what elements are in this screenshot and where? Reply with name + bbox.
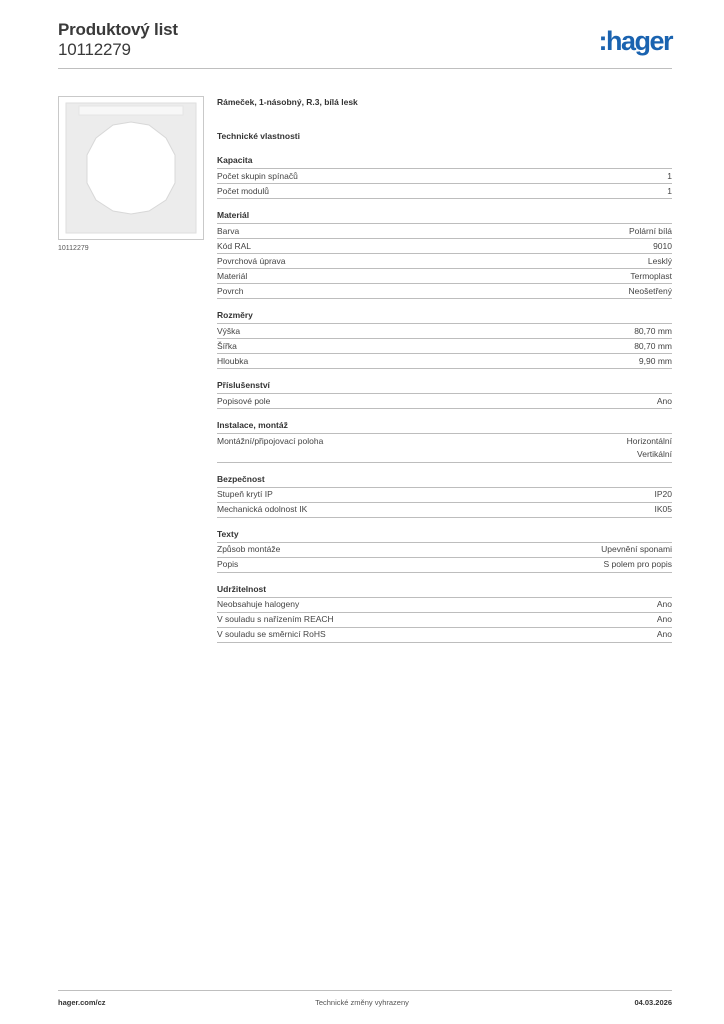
product-name: Rámeček, 1-násobný, R.3, bílá lesk [217, 97, 358, 107]
property-row [217, 543, 672, 558]
property-label: V souladu se směrnicí RoHS [217, 629, 326, 639]
property-value [601, 543, 672, 557]
property-value-line: 9,90 mm [638, 355, 672, 366]
property-value [639, 355, 672, 369]
property-label: Kód RAL [217, 240, 252, 251]
property-row [217, 488, 672, 503]
property-group [217, 309, 672, 369]
property-row [217, 558, 672, 573]
property-value-line: Termoplast [630, 270, 672, 281]
property-group [217, 583, 672, 643]
property-label: Barva [217, 225, 240, 236]
product-details [217, 96, 672, 643]
property-label: Počet skupin spínačů [217, 170, 298, 181]
property-label: Popis [217, 559, 239, 569]
property-value [667, 170, 672, 184]
property-value [657, 395, 672, 409]
property-group [217, 473, 672, 518]
property-group [217, 209, 672, 299]
property-value-line: 1 [667, 170, 672, 181]
group-title: Rozměry [217, 309, 672, 324]
property-value [630, 270, 672, 284]
product-number: 10112279 [58, 40, 131, 59]
property-groups [217, 154, 672, 643]
property-value-line: Horizontální [626, 435, 672, 446]
property-group [217, 379, 672, 409]
property-value [603, 558, 672, 572]
property-row [217, 434, 672, 463]
property-value-line: Ano [656, 599, 672, 609]
property-row [217, 184, 672, 199]
property-row [217, 284, 672, 299]
section-title: Technické vlastnosti [217, 131, 300, 141]
property-row [217, 239, 672, 254]
property-value [655, 503, 673, 517]
property-label: Stupeň krytí IP [217, 489, 273, 499]
page-header [58, 20, 672, 60]
property-value-line: Vertikální [637, 449, 672, 459]
property-row [217, 394, 672, 409]
property-row [217, 339, 672, 354]
footer-website-link[interactable]: hager.com/cz [58, 998, 106, 1007]
group-title: Instalace, montáž [217, 419, 672, 434]
property-value-line: 80,70 mm [634, 340, 672, 351]
property-value-line: IP20 [654, 489, 672, 499]
property-value [653, 240, 672, 254]
header-divider [58, 68, 672, 69]
group-title: Příslušenství [217, 379, 672, 394]
property-value [629, 225, 672, 239]
property-label: Povrch [217, 285, 244, 296]
property-label: Povrchová úprava [217, 255, 286, 266]
property-value [667, 185, 672, 199]
property-row [217, 324, 672, 339]
property-label: Mechanická odolnost IK [217, 504, 308, 514]
property-value [629, 285, 672, 299]
group-title: Materiál [217, 209, 672, 224]
property-label: Materiál [217, 270, 248, 281]
property-value [655, 488, 673, 502]
hager-logo: :hager [598, 26, 672, 56]
property-label: Počet modulů [217, 185, 269, 196]
property-row [217, 613, 672, 628]
property-value-line: Ano [656, 395, 672, 406]
property-value [648, 255, 672, 269]
property-value [634, 340, 672, 354]
footer-divider [58, 990, 672, 991]
footer-note: Technické změny vyhrazeny [315, 998, 409, 1007]
group-title: Kapacita [217, 154, 672, 169]
property-group [217, 154, 672, 199]
property-group [217, 419, 672, 463]
property-row [217, 254, 672, 269]
property-label: Hloubka [217, 355, 249, 366]
image-caption: 10112279 [58, 245, 89, 252]
property-value [657, 613, 672, 627]
group-title: Texty [217, 528, 672, 543]
property-value-line: Neošetřený [628, 285, 672, 296]
property-value-line: 80,70 mm [634, 325, 672, 336]
property-label: Šířka [217, 340, 237, 351]
property-label: Neobsahuje halogeny [217, 599, 300, 609]
property-label: Popisové pole [217, 395, 271, 406]
footer-date: 04.03.2026 [634, 998, 672, 1007]
property-value-line: Lesklý [647, 255, 672, 266]
property-value-line: IK05 [654, 504, 672, 514]
property-row [217, 503, 672, 518]
property-group [217, 528, 672, 573]
property-value [657, 598, 672, 612]
property-value-line: Upevnění sponami [601, 544, 672, 554]
property-value-line: Ano [656, 614, 672, 624]
property-label: V souladu s nařízením REACH [217, 614, 334, 624]
group-title: Udržitelnost [217, 583, 672, 598]
property-value [657, 628, 672, 642]
property-value [634, 325, 672, 339]
page-title: Produktový list [58, 20, 178, 39]
property-value-line: S polem pro popis [603, 559, 672, 569]
property-row [217, 628, 672, 643]
group-title: Bezpečnost [217, 473, 672, 488]
property-row [217, 169, 672, 184]
property-label: Způsob montáže [217, 544, 281, 554]
property-row [217, 269, 672, 284]
product-image [58, 96, 204, 240]
property-value-line: 9010 [653, 240, 672, 251]
property-label: Montážní/připojovací poloha [217, 435, 324, 446]
property-row [217, 224, 672, 239]
property-value-line: Ano [656, 629, 672, 639]
property-value-line: 1 [667, 185, 672, 196]
property-row [217, 354, 672, 369]
property-row [217, 598, 672, 613]
property-value-line: Polární bílá [629, 225, 672, 236]
property-value [627, 435, 672, 462]
property-label: Výška [217, 325, 241, 336]
